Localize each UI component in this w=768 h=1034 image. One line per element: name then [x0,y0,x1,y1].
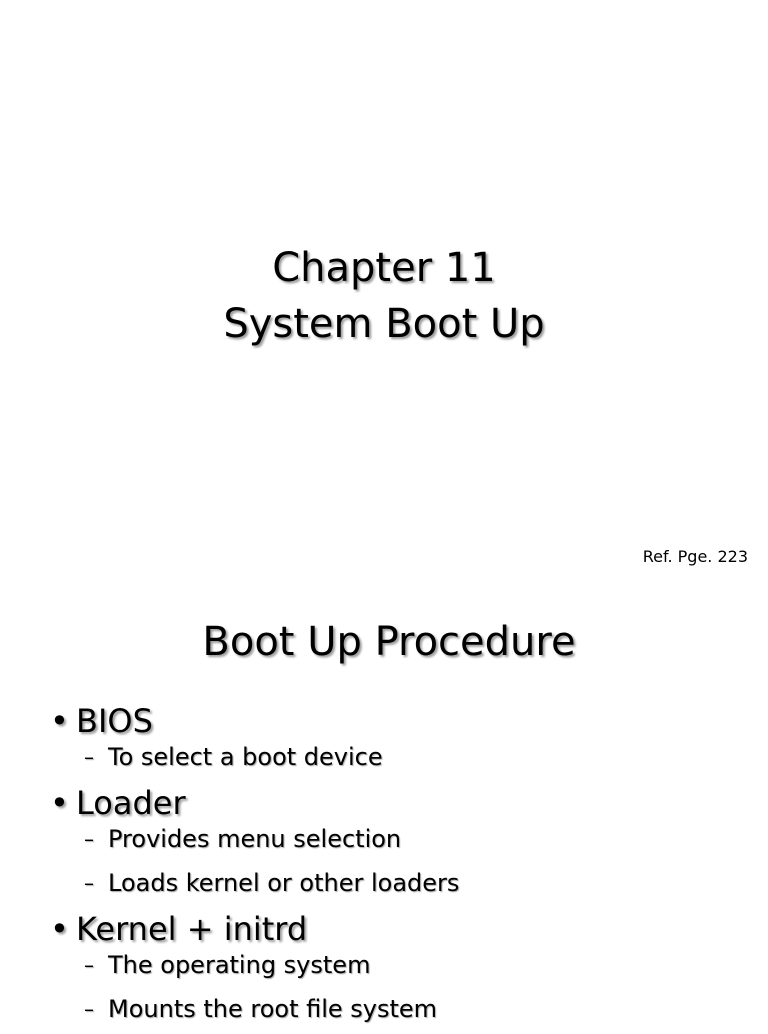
chapter-number-line: Chapter 11 [272,245,496,291]
sub-item [50,868,459,898]
sub-item [50,824,459,854]
sub-item-text: Mounts the root file system [108,995,438,1023]
sub-item [50,994,459,1024]
dash-icon: – [84,745,94,769]
sub-list [50,742,459,772]
content-slide [0,576,768,1024]
bullet-item-bios [50,700,459,772]
bullet-dot-icon: • [50,784,69,822]
dash-icon: – [84,871,94,895]
bullet-label: Kernel + initrd [76,910,308,948]
sub-list [50,824,459,898]
bullet-dot-icon: • [50,910,69,948]
bullet-label: BIOS [76,702,153,740]
page-reference: Ref. Pge. 223 [642,547,748,566]
bullet-item-kernel [50,908,459,1024]
sub-item-text: The operating system [108,951,371,979]
sub-item-text: Provides menu selection [108,825,402,853]
bullet-list [50,700,459,1034]
chapter-name-line: System Boot Up [223,301,545,347]
bullet-dot-icon: • [50,702,69,740]
sub-item [50,950,459,980]
dash-icon: – [84,953,94,977]
chapter-title [0,240,768,352]
sub-item-text: Loads kernel or other loaders [108,869,460,897]
sub-item-text: To select a boot device [108,743,383,771]
dash-icon: – [84,997,94,1021]
sub-item [50,742,459,772]
sub-list [50,950,459,1024]
bullet-item-loader [50,782,459,898]
dash-icon: – [84,827,94,851]
bullet-label: Loader [76,784,186,822]
slide-heading: Boot Up Procedure [202,619,576,665]
